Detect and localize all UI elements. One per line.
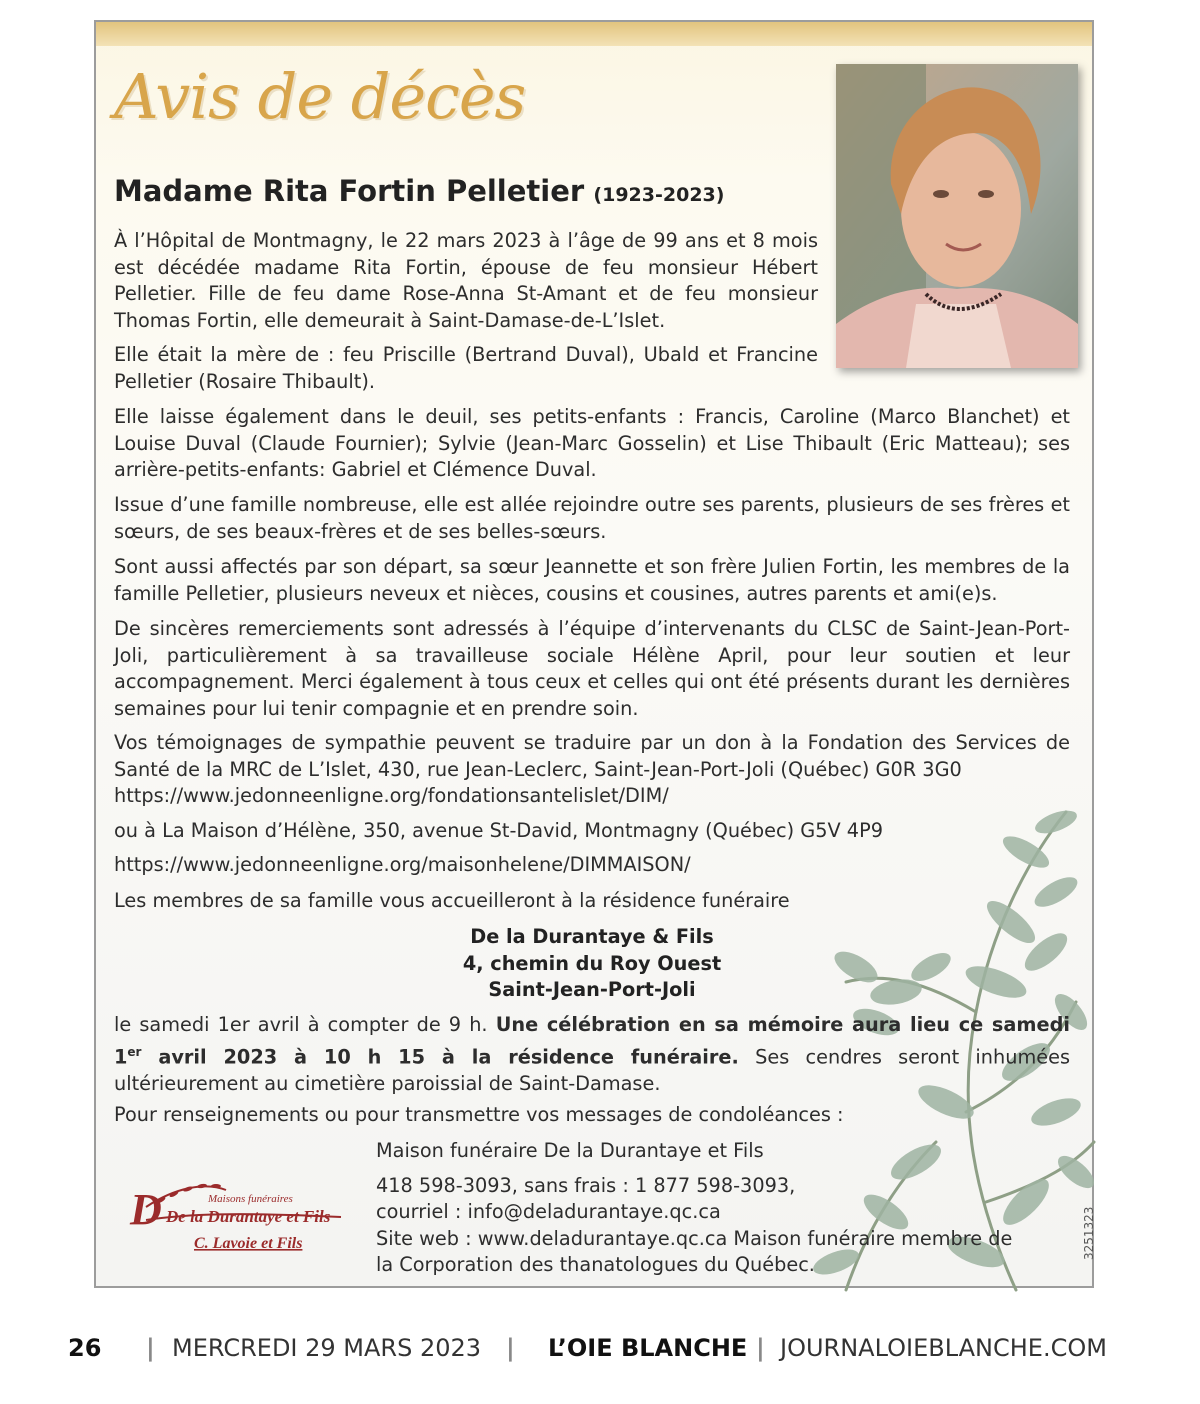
- top-gold-band: [96, 22, 1092, 46]
- paragraph-ceremony: [114, 1012, 1070, 1097]
- funeral-home-logo: [116, 1162, 356, 1262]
- contact-email[interactable]: courriel : info@deladurantaye.qc.ca: [376, 1200, 721, 1224]
- contact-website[interactable]: Site web : www.deladurantaye.qc.ca Maison funéraire membre de: [376, 1226, 1013, 1250]
- logo-line1: Maisons funéraires: [208, 1193, 293, 1205]
- ceremony-bold-b: avril 2023 à 10 h 15 à la résidence funéraire.: [141, 1045, 739, 1069]
- contact-name: Maison funéraire De la Durantaye et Fils: [376, 1139, 764, 1162]
- ceremony-bold-a: Une célébration en sa mémoire aura lieu ce samedi 1: [114, 1013, 1070, 1069]
- deceased-name-line: [114, 174, 724, 208]
- contact-membership: la Corporation des thanatologues du Québec.: [376, 1253, 815, 1277]
- venue-address: [114, 924, 1070, 1004]
- paragraph-reception: [114, 888, 1070, 915]
- life-years: (1923-2023): [593, 184, 725, 206]
- logo-line3: C. Lavoie et Fils: [194, 1235, 303, 1252]
- paragraph-text: Pour renseignements ou pour transmettre vos messages de condoléances :: [114, 1103, 844, 1126]
- newspaper-website[interactable]: JOURNALOIEBLANCHE.COM: [780, 1334, 1107, 1362]
- paragraph-grandchildren: [114, 404, 1070, 484]
- venue-line: Saint-Jean-Port-Joli: [488, 978, 696, 1002]
- donation-link-maison: [114, 852, 1070, 879]
- paragraph-text: ou à La Maison d’Hélène, 350, avenue St-David, Montmagny (Québec) G5V 4P9: [114, 819, 883, 842]
- footer-separator: |: [506, 1334, 515, 1362]
- deceased-name: Madame Rita Fortin Pelletier: [114, 174, 585, 208]
- paragraph-donation: [114, 730, 1070, 810]
- paragraph-text: Issue d’une famille nombreuse, elle est allée rejoindre outre ses parents, plusieurs de ses frères et sœurs, de ses beaux-frères et de ses belles-sœurs.: [114, 493, 1070, 543]
- paragraph-family: [114, 492, 1070, 545]
- issue-date: MERCREDI 29 MARS 2023: [172, 1334, 482, 1362]
- donation-link[interactable]: https://www.jedonneenligne.org/maisonhelene/DIMMAISON/: [114, 853, 691, 876]
- paragraph-text: De sincères remerciements sont adressés à l’équipe d’intervenants du CLSC de Saint-Jean-Port-Joli, particulièrement à sa travailleuse sociale Hélène April, pour leur soutien et leur accompagnement. Merci également à tous ceux et celles qui ont été présents durant les dernières semaines pour lui tenir compagnie et en prendre soin.: [114, 617, 1070, 720]
- paragraph-children: [114, 342, 818, 395]
- donation-link-fondation[interactable]: https://www.jedonneenligne.org/fondationsantelislet/DIM/: [114, 784, 669, 808]
- ceremony-rest: Ses cendres seront inhumées ultérieurement au cimetière paroissial de Saint-Damase.: [114, 1045, 1070, 1095]
- newspaper-name: L’OIE BLANCHE: [548, 1334, 748, 1362]
- paragraph-text: Les membres de sa famille vous accueilleront à la résidence funéraire: [114, 889, 790, 912]
- paragraph-thanks: [114, 616, 1070, 722]
- contact-block: [376, 1138, 1012, 1279]
- paragraph-relatives: [114, 554, 1070, 607]
- paragraph-death: [114, 228, 818, 334]
- logo-line2: De la Durantaye et Fils: [166, 1207, 331, 1226]
- page-number: 26: [68, 1334, 102, 1362]
- paragraph-text: Vos témoignages de sympathie peuvent se traduire par un don à la Fondation des Services de Santé de la MRC de L’Islet, 430, rue Jean-Leclerc, Saint-Jean-Port-Joli (Québec) G0R 3G0: [114, 731, 1070, 781]
- logo-letter: D: [130, 1185, 162, 1234]
- paragraph-text: Sont aussi affectés par son départ, sa sœur Jeannette et son frère Julien Fortin, les membres de la famille Pelletier, plusieurs neveux et nièces, cousins et cousines, autres parents et ami(e)s.: [114, 555, 1070, 605]
- footer-separator: |: [756, 1334, 765, 1362]
- page-footer: [0, 1330, 1200, 1370]
- ceremony-sup: er: [127, 1044, 142, 1059]
- ad-reference-code: 3251323: [1082, 1206, 1096, 1260]
- paragraph-info: [114, 1102, 1070, 1129]
- venue-line: 4, chemin du Roy Ouest: [462, 951, 722, 975]
- notice-heading: Avis de décès: [114, 60, 526, 133]
- paragraph-text: À l’Hôpital de Montmagny, le 22 mars 2023 à l’âge de 99 ans et 8 mois est décédée madame Rita Fortin, épouse de feu monsieur Hébert Pelletier. Fille de feu dame Rose-Anna St-Amant et de feu monsieur Thomas Fortin, elle demeurait à Saint-Damase-de-L’Islet.: [114, 229, 818, 332]
- deceased-portrait: [836, 64, 1078, 368]
- paragraph-donation-alt: [114, 818, 1070, 845]
- paragraph-text: Elle était la mère de : feu Priscille (Bertrand Duval), Ubald et Francine Pelletier (Rosaire Thibault).: [114, 343, 818, 393]
- contact-phone: 418 598-3093, sans frais : 1 877 598-3093,: [376, 1173, 796, 1197]
- footer-separator: |: [146, 1334, 155, 1362]
- obituary-notice: [94, 20, 1094, 1288]
- venue-line: De la Durantaye & Fils: [470, 925, 714, 948]
- paragraph-text: Elle laisse également dans le deuil, ses petits-enfants : Francis, Caroline (Marco Blanchet) et Louise Duval (Claude Fournier); Sylvie (Jean-Marc Gosselin) et Lise Thibault (Eric Matteau); ses arrière-petits-enfants: Gabriel et Clémence Duval.: [114, 405, 1070, 482]
- ceremony-intro: le samedi 1er avril à compter de 9 h.: [114, 1013, 488, 1036]
